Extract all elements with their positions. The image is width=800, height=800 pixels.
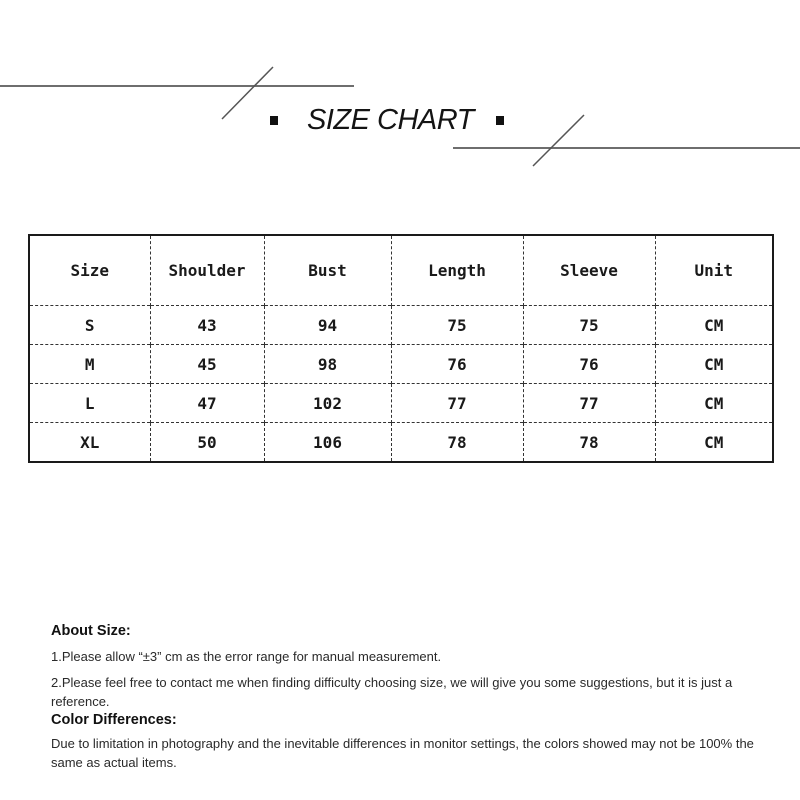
square-bullet-icon (496, 116, 504, 125)
column-header-shoulder: Shoulder (150, 235, 264, 306)
cell-shoulder: 47 (150, 384, 264, 423)
cell-unit: CM (655, 306, 773, 345)
top-left-slash-line (222, 67, 273, 119)
about-size-heading: About Size: (51, 623, 131, 639)
cell-length: 78 (391, 423, 523, 463)
table-header-row (29, 235, 773, 306)
table-row (29, 306, 773, 345)
cell-size: L (29, 384, 150, 423)
square-bullet-icon (270, 116, 278, 125)
cell-bust: 102 (264, 384, 391, 423)
cell-unit: CM (655, 345, 773, 384)
column-header-length: Length (391, 235, 523, 306)
column-header-unit: Unit (655, 235, 773, 306)
table-row (29, 423, 773, 463)
cell-size: M (29, 345, 150, 384)
column-header-sleeve: Sleeve (523, 235, 655, 306)
cell-bust: 94 (264, 306, 391, 345)
table-row (29, 384, 773, 423)
cell-sleeve: 77 (523, 384, 655, 423)
table-row (29, 345, 773, 384)
cell-unit: CM (655, 423, 773, 463)
color-differences-heading: Color Differences: (51, 712, 177, 728)
bottom-right-slash-line (533, 115, 584, 166)
about-size-note-1: 1.Please allow “±3” cm as the error range for manual measurement. (51, 649, 442, 664)
cell-unit: CM (655, 384, 773, 423)
cell-sleeve: 78 (523, 423, 655, 463)
cell-shoulder: 50 (150, 423, 264, 463)
cell-shoulder: 43 (150, 306, 264, 345)
cell-bust: 106 (264, 423, 391, 463)
cell-sleeve: 76 (523, 345, 655, 384)
cell-length: 76 (391, 345, 523, 384)
cell-shoulder: 45 (150, 345, 264, 384)
page-title: SIZE CHART (307, 103, 474, 136)
column-header-bust: Bust (264, 235, 391, 306)
cell-bust: 98 (264, 345, 391, 384)
color-differences-note: Due to limitation in photography and the inevitable differences in monitor settings, the colors showed may not be 100% the same as actual items. (51, 736, 754, 770)
column-header-size: Size (70, 261, 110, 280)
about-size-note-2: 2.Please feel free to contact me when finding difficulty choosing size, we will give you some suggestions, but it is just a reference. (51, 675, 733, 709)
cell-length: 77 (391, 384, 523, 423)
cell-length: 75 (391, 306, 523, 345)
size-chart-header (270, 100, 540, 140)
cell-sleeve: 75 (523, 306, 655, 345)
cell-size: S (29, 306, 150, 345)
size-table (28, 234, 774, 463)
cell-size: XL (29, 423, 150, 463)
